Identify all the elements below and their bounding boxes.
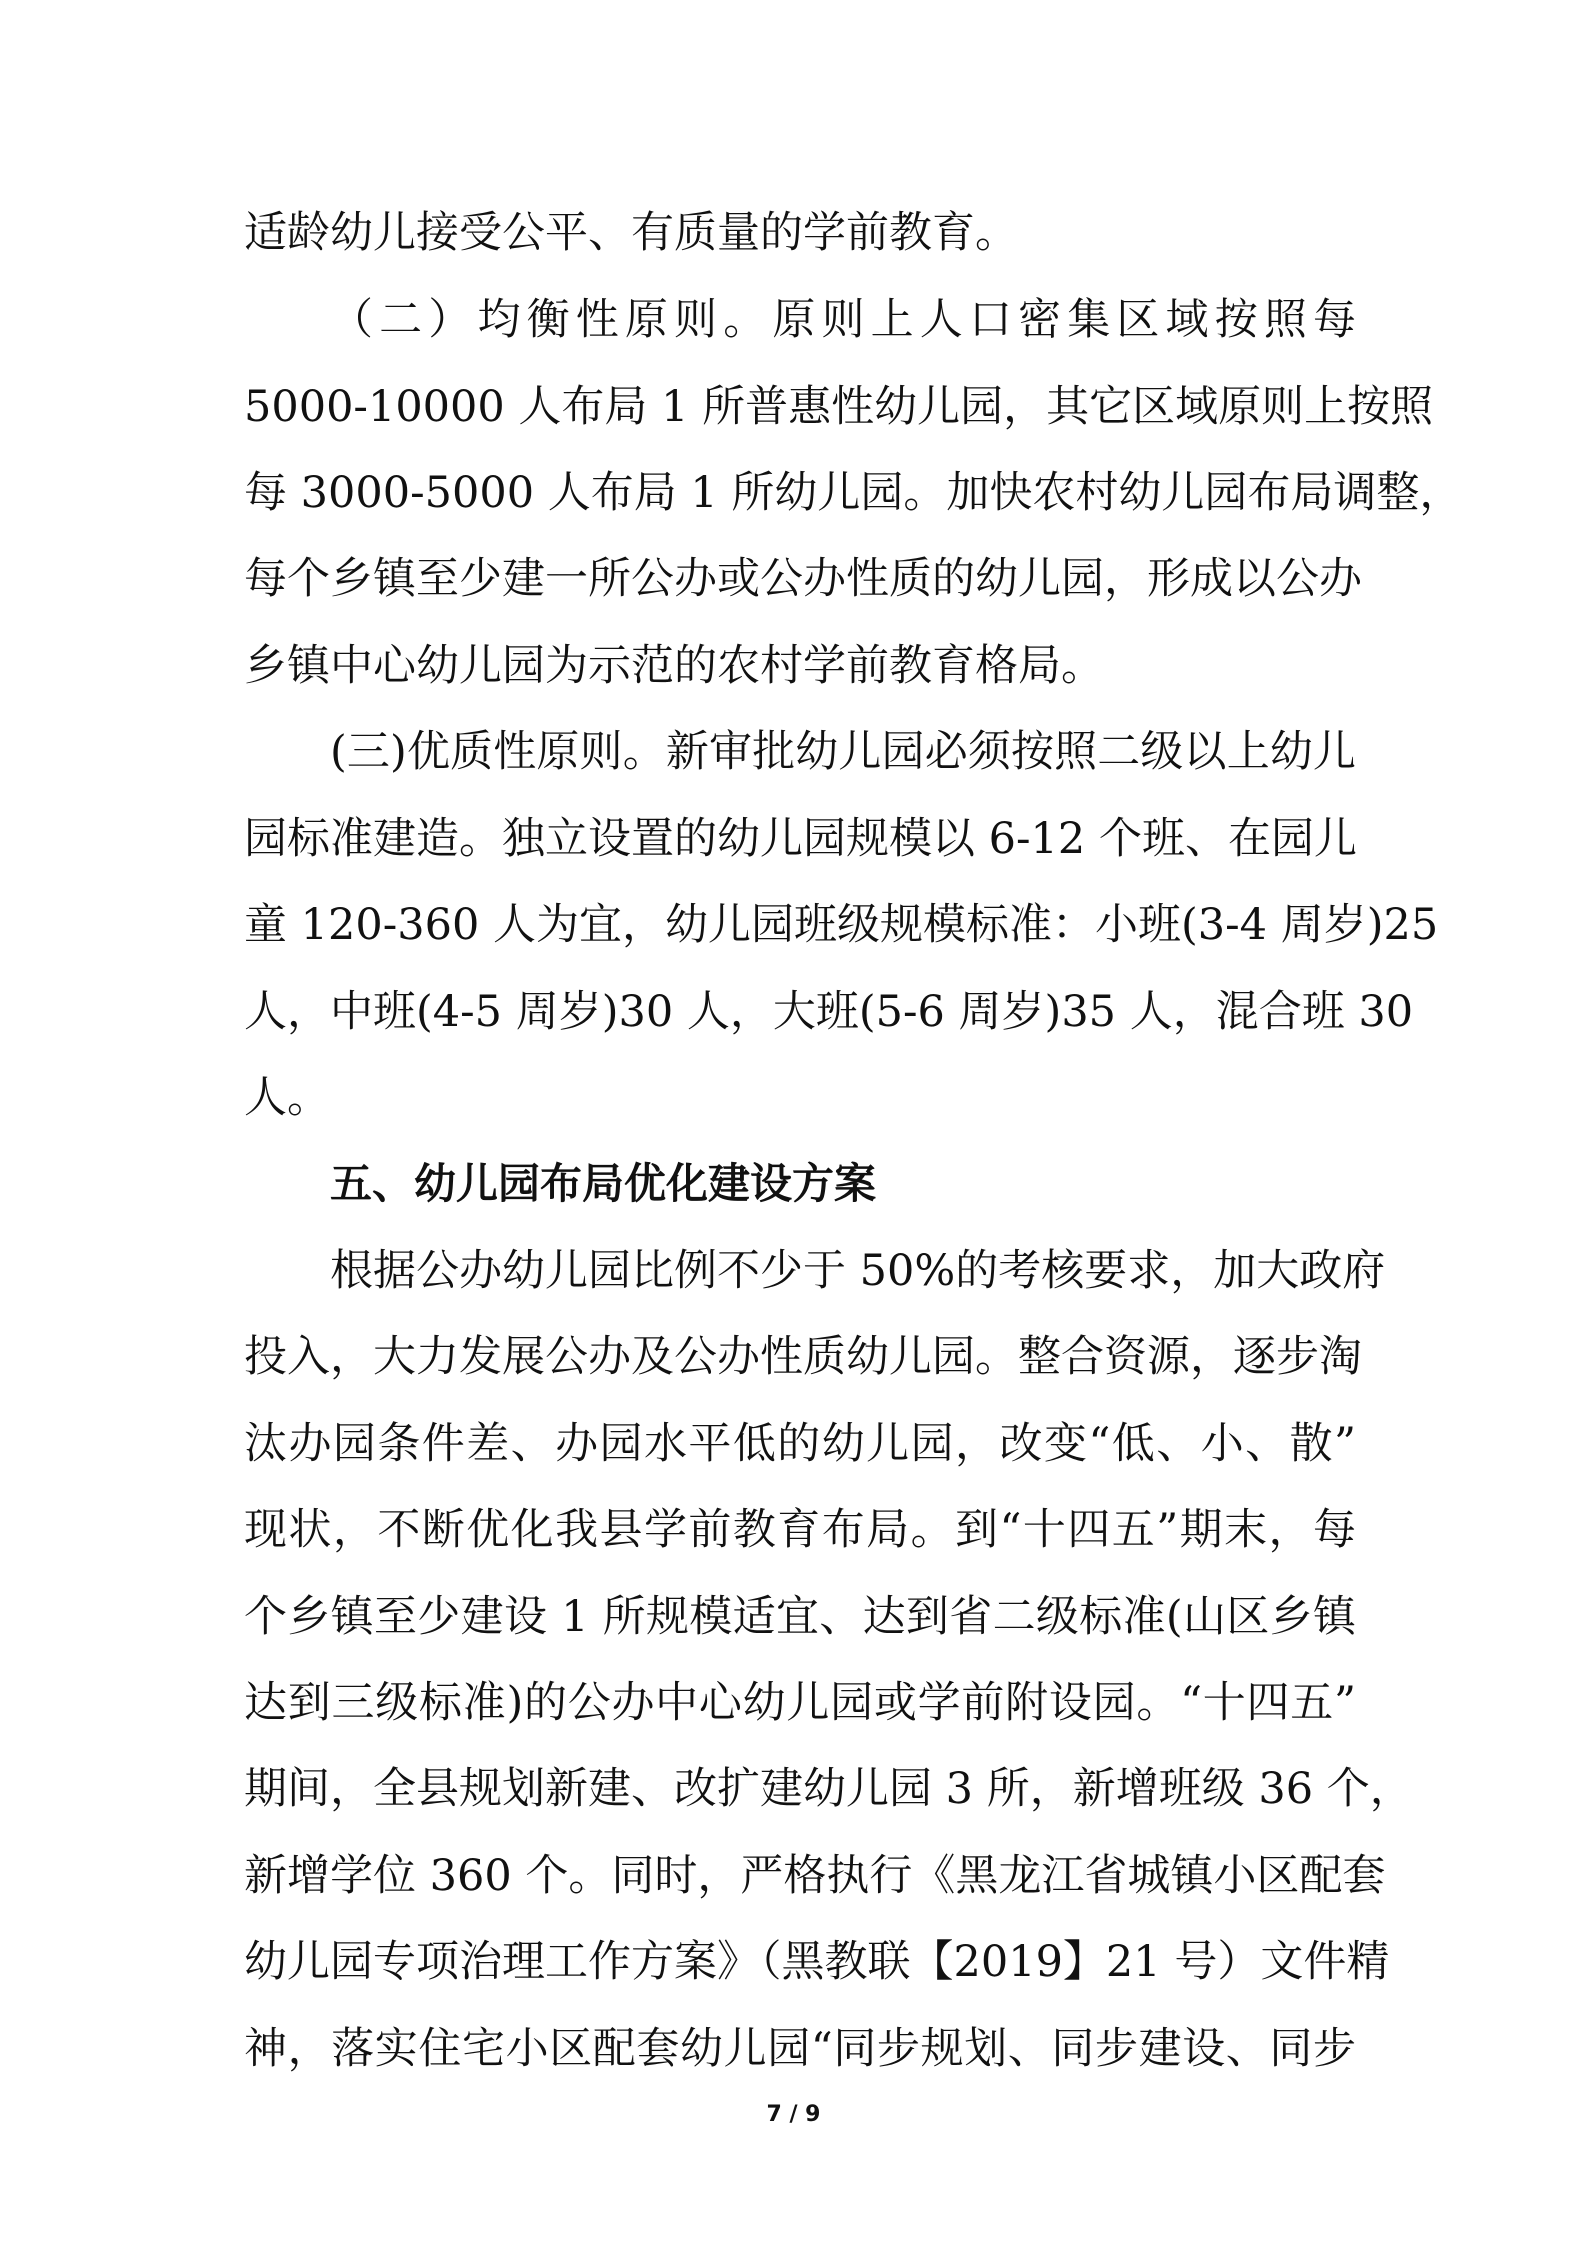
body-text-line: 5000-10000 人布局 1 所普惠性幼儿园，其它区域原则上按照: [244, 382, 1434, 432]
body-text-line: 适龄幼儿接受公平、有质量的学前教育。: [244, 208, 1018, 258]
body-text-line: (三)优质性原则。新审批幼儿园必须按照二级以上幼儿: [330, 727, 1356, 777]
body-text-line: 每个乡镇至少建一所公办或公办性质的幼儿园，形成以公办: [244, 554, 1362, 604]
body-text-line: 新增学位 360 个。同时，严格执行《黑龙江省城镇小区配套: [244, 1851, 1386, 1901]
body-text-line: 投入，大力发展公办及公办性质幼儿园。整合资源，逐步淘: [244, 1332, 1362, 1382]
body-text-line: 根据公办幼儿园比例不少于 50%的考核要求，加大政府: [330, 1246, 1386, 1296]
body-text-line: 幼儿园专项治理工作方案》（黑教联【2019】21 号）文件精: [244, 1937, 1390, 1987]
body-text-line: 现状，不断优化我县学前教育布局。到“十四五”期末，每: [244, 1505, 1356, 1555]
body-text-line: 园标准建造。独立设置的幼儿园规模以 6-12 个班、在园儿: [244, 814, 1357, 864]
body-text-line: 童 120-360 人为宜，幼儿园班级规模标准：小班(3-4 周岁)25: [244, 900, 1439, 950]
section-heading: 五、幼儿园布局优化建设方案: [330, 1159, 877, 1208]
body-text-line: 每 3000-5000 人布局 1 所幼儿园。加快农村幼儿园布局调整，: [244, 468, 1463, 518]
body-text-line: 达到三级标准)的公办中心幼儿园或学前附设园。“十四五”: [244, 1678, 1356, 1728]
page-number: 7 / 9: [766, 2102, 821, 2127]
body-text-line: 人。: [244, 1073, 330, 1123]
body-text-line: 期间，全县规划新建、改扩建幼儿园 3 所，新增班级 36 个，: [244, 1764, 1413, 1814]
body-text-line: （二）均衡性原则。原则上人口密集区域按照每: [330, 295, 1356, 345]
body-text-line: 人，中班(4-5 周岁)30 人，大班(5-6 周岁)35 人，混合班 30: [244, 987, 1414, 1037]
body-text-line: 神，落实住宅小区配套幼儿园“同步规划、同步建设、同步: [244, 2024, 1356, 2074]
body-text-line: 乡镇中心幼儿园为示范的农村学前教育格局。: [244, 641, 1104, 691]
body-text-line: 汰办园条件差、办园水平低的幼儿园，改变“低、小、散”: [244, 1419, 1356, 1469]
body-text-line: 个乡镇至少建设 1 所规模适宜、达到省二级标准(山区乡镇: [244, 1592, 1356, 1642]
